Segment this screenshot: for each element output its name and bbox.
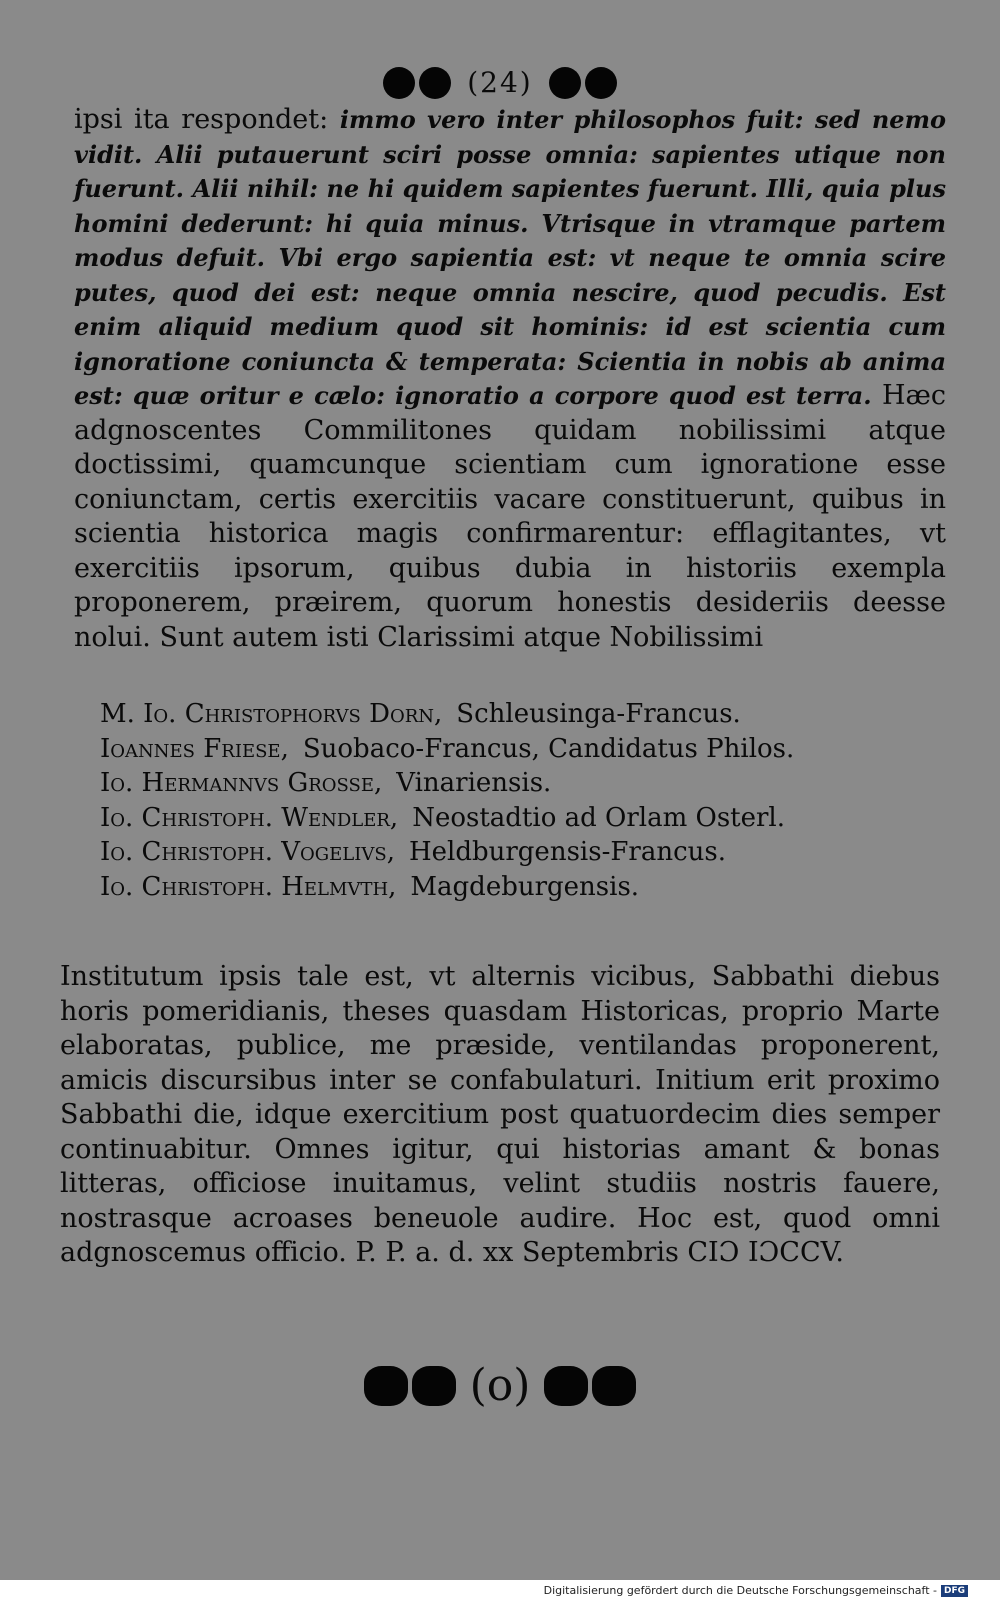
- flourish-left-icon: [364, 1366, 456, 1406]
- participant-name: Io. Hermannvs Grosse,: [100, 768, 383, 798]
- digitization-credit: [544, 1584, 968, 1597]
- paragraph-2: Institutum ipsis tale est, vt alternis vicibus, Sabbathi diebus horis pomeridianis, theses quasdam Historicas, proprio Marte elaboratas, publice, me præside, ventilandas proponerent, amicis discursibus inter se confabulaturi. Initium erit proximo Sabbathi die, idque exercitium post quatuordecim dies semper continuabitur. Omnes igitur, qui historias amant & bonas litteras, officiose inuitamus, velint studiis nostris fauere, nostrasque acroases beneuole audire. Hoc est, quod omni adgnoscemus officio. P. P. a. d. xx Septembris CIƆ IƆCCV.: [60, 961, 940, 1268]
- page-number: (24): [467, 66, 533, 99]
- participant-origin: Suobaco-Francus, Candidatus Philos.: [302, 733, 795, 764]
- participant-list: [100, 697, 920, 904]
- participant-origin: Vinariensis.: [396, 768, 552, 798]
- paragraph-1-body: Hæc adgnoscentes Commilitones quidam nobilissimi atque doctissimi, quamcunque scientiam cum ignoratione esse coniunctam, certis exercitiis vacare constituerunt, quibus in scientia historica magis confirmarentur: efflagitantes, vt exercitiis ipsorum, quibus dubia in historiis exempla proponerem, præirem, quorum honestis desideriis deesse nolui. Sunt autem isti Clarissimi atque Nobilissimi: [74, 380, 946, 653]
- participant-row: [100, 801, 920, 836]
- dfg-logo: DFG: [941, 1585, 968, 1597]
- participant-name: Io. Christoph. Wendler,: [100, 802, 399, 833]
- participant-origin: Magdeburgensis.: [410, 871, 640, 902]
- participant-row: [100, 870, 920, 905]
- page-footer-ornament: [0, 1360, 1000, 1411]
- participant-name: Io. Christoph. Vogelivs,: [100, 837, 395, 867]
- participant-row: [100, 835, 920, 870]
- page-header: [0, 66, 1000, 99]
- participant-origin: Schleusinga-Francus.: [456, 699, 741, 729]
- participant-origin: Neostadtio ad Orlam Osterl.: [412, 802, 786, 833]
- ornament-left-icon: [383, 67, 451, 99]
- flourish-right-icon: [544, 1366, 636, 1406]
- footer-mark: (o): [469, 1360, 531, 1411]
- paragraph-1: [74, 103, 946, 655]
- credit-text: Digitalisierung gefördert durch die Deutsche Forschungsgemeinschaft -: [543, 1584, 937, 1597]
- paragraph-1-lead: ipsi ita respondet:: [74, 104, 329, 135]
- participant-name: Io. Christoph. Helmvth,: [100, 871, 397, 902]
- participant-name: Ioannes Friese,: [100, 733, 289, 764]
- participant-row: [100, 732, 920, 767]
- paragraph-1-quote: immo vero inter philosophos fuit: sed nemo vidit. Alii putauerunt sciri posse omnia: sapientes utique non fuerunt. Alii nihil: ne hi quidem sapientes fuerunt. Illi, quia plus homini dederunt: hi quia minus. Vtrisque in vtramque partem modus defuit. Vbi ergo sapientia est: vt neque te omnia scire putes, quod dei est: neque omnia nescire, quod pecudis. Est enim aliquid medium quod sit hominis: id est scientia cum ignoratione coniuncta & temperata: Scientia in nobis ab anima est: quæ oritur e cælo: ignoratio a corpore quod est terra.: [74, 105, 946, 410]
- participant-row: [100, 766, 920, 801]
- participant-row: [100, 697, 920, 732]
- participant-name: M. Io. Christophorvs Dorn,: [100, 699, 443, 729]
- participant-origin: Heldburgensis-Francus.: [408, 837, 726, 867]
- ornament-right-icon: [549, 67, 617, 99]
